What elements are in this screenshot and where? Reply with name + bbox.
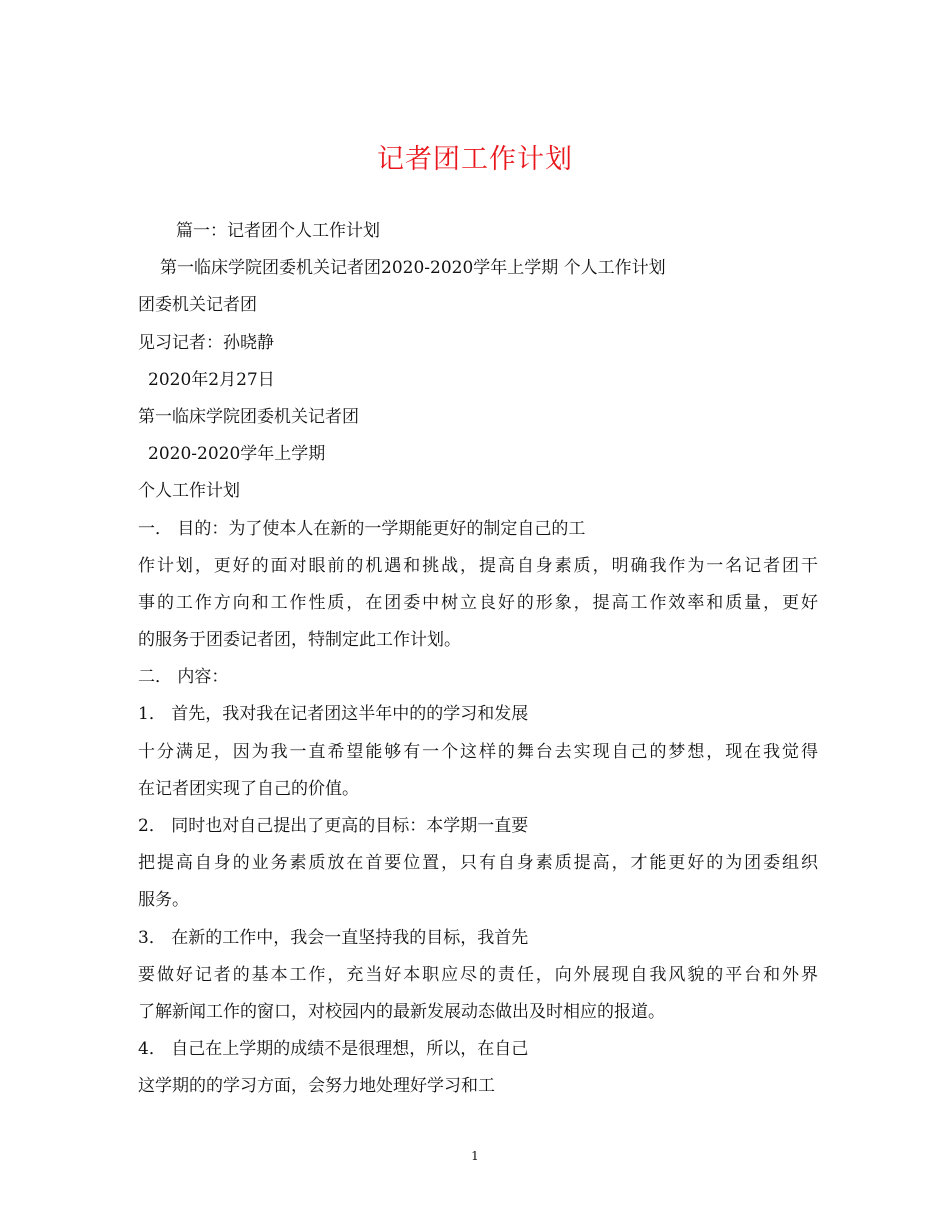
document-title: 记者团工作计划: [377, 144, 573, 175]
text-line: 的服务于团委记者团，特制定此工作计划。: [138, 630, 461, 651]
text-line: 2020年2月27日: [148, 369, 275, 390]
text-line: 在记者团实现了自己的价值。: [138, 778, 359, 799]
text-line: 了解新闻工作的窗口，对校园内的最新发展动态做出及时相应的报道。: [138, 1001, 665, 1022]
text-line: 十分满足，因为我一直希望能够有一个这样的舞台去实现自己的梦想，现在我觉得: [138, 741, 818, 762]
text-line: 见习记者：孙晓静: [138, 332, 274, 353]
text-line: 个人工作计划: [138, 481, 240, 502]
text-line: 把提高自身的业务素质放在首要位置，只有自身素质提高，才能更好的为团委组织: [138, 853, 818, 874]
page-number: 1: [471, 1149, 479, 1163]
text-line: 服务。: [138, 890, 189, 911]
text-line: 要做好记者的基本工作，充当好本职应尽的责任，向外展现自我风貌的平台和外界: [138, 964, 818, 985]
document-body: [138, 213, 818, 1106]
text-line: 第一临床学院团委机关记者团: [138, 406, 359, 427]
text-line: 团委机关记者团: [138, 295, 257, 316]
text-line: 事的工作方向和工作性质，在团委中树立良好的形象，提高工作效率和质量，更好: [138, 592, 818, 613]
text-line: 第一临床学院团委机关记者团2020-2020学年上学期 个人工作计划: [160, 258, 666, 279]
text-line: 篇一：记者团个人工作计划: [176, 221, 380, 241]
text-line: 2． 同时也对自己提出了更高的目标：本学期一直要: [138, 816, 529, 836]
text-line: 4． 自己在上学期的成绩不是很理想，所以，在自己: [138, 1039, 529, 1060]
text-line: 二． 内容：: [138, 667, 229, 688]
text-line: 一． 目的：为了使本人在新的一学期能更好的制定自己的工: [138, 518, 586, 539]
text-line: 作计划，更好的面对眼前的机遇和挑战，提高自身素质，明确我作为一名记者团干: [138, 555, 818, 576]
text-line: 1． 首先，我对我在记者团这半年中的的学习和发展: [138, 704, 529, 725]
text-line: 这学期的的学习方面，会努力地处理好学习和工: [138, 1076, 495, 1097]
text-line: 2020-2020学年上学期: [148, 444, 326, 465]
text-line: 3． 在新的工作中，我会一直坚持我的目标，我首先: [138, 927, 529, 948]
